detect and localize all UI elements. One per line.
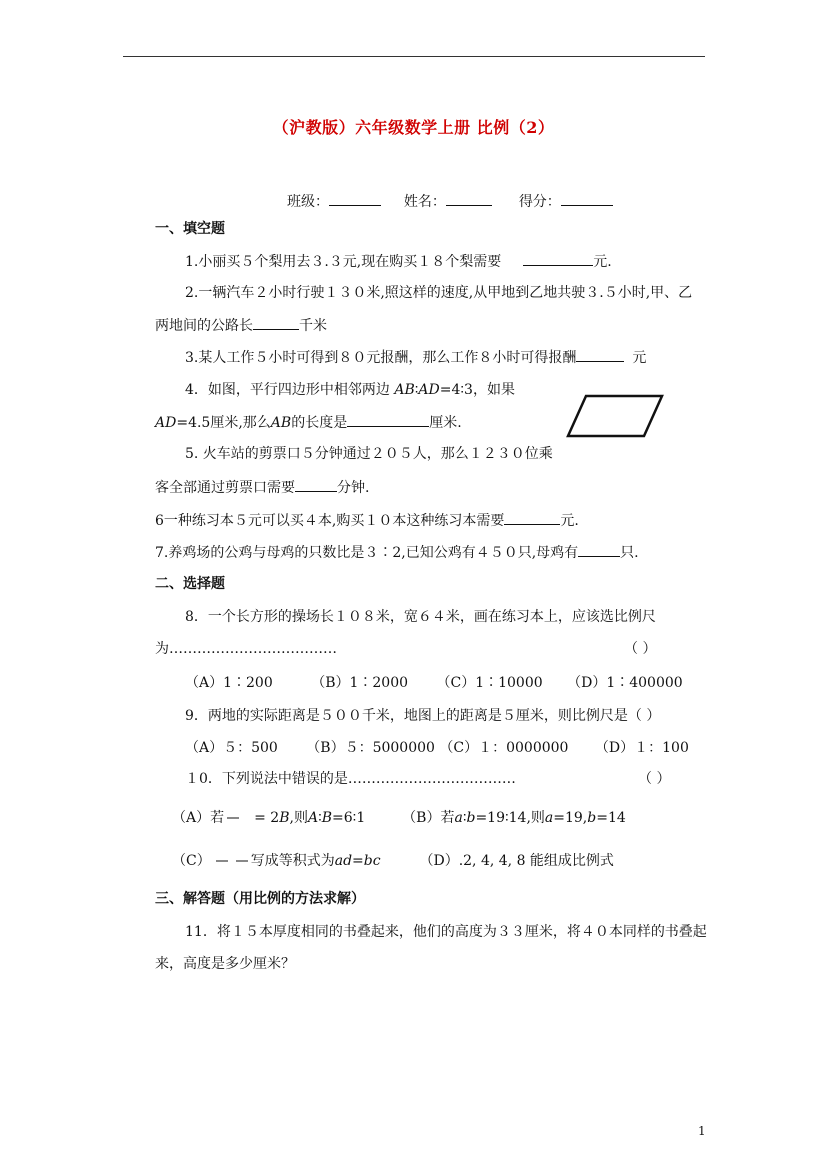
- q7-unit: 只.: [620, 545, 639, 561]
- q4-text-b: =4.5厘米,那么: [176, 415, 271, 431]
- q5-unit: 分钟.: [337, 480, 370, 496]
- q5-text: 客全部通过剪票口需要: [155, 480, 295, 496]
- question-10: １0．下列说法中错误的是………………………………: [185, 771, 516, 787]
- q1-unit: 元.: [593, 254, 612, 270]
- score-blank[interactable]: [561, 190, 613, 206]
- q6-text: 6一种练习本５元可以买４本,购买１０本这种练习本需要: [155, 513, 505, 529]
- q10-option-b[interactable]: （B）若a∶b=19∶14,则a=19,b=14: [402, 810, 626, 826]
- question-8-line2: 为………………………………: [155, 641, 337, 657]
- q4-unit: 厘米.: [429, 415, 462, 431]
- question-2-line1: 2.一辆汽车２小时行驶１３０米,照这样的速度,从甲地到乙地共驶３.５小时,甲、乙: [185, 285, 693, 301]
- fraction-bar-icon: [235, 856, 249, 866]
- fraction-bar-icon: [215, 856, 229, 866]
- question-1: [185, 250, 612, 271]
- q4-text-a: 4．如图，平行四边形中相邻两边: [185, 382, 395, 398]
- class-blank[interactable]: [329, 190, 381, 206]
- section-solve-heading: 三、解答题（用比例的方法求解）: [155, 891, 365, 907]
- student-info-line: [287, 190, 613, 211]
- q1-blank[interactable]: [523, 250, 593, 266]
- q6-unit: 元.: [560, 513, 579, 529]
- question-4-line1: [185, 379, 515, 399]
- question-9: 9．两地的实际距离是５００千米，地图上的距离是５厘米，则比例尺是（ ）: [185, 708, 661, 724]
- page-title: （沪教版）六年级数学上册 比例（2）: [272, 118, 555, 137]
- section-fill-heading: 一、填空题: [155, 221, 225, 237]
- q10-options-ab: [172, 807, 626, 827]
- q4-text-c: 的长度是: [291, 415, 348, 431]
- q9-options: [185, 737, 689, 757]
- q8-option-b[interactable]: （B）1∶2000: [311, 675, 409, 691]
- question-2-line2: [155, 314, 327, 335]
- question-8-line1: 8．一个长方形的操场长１０８米，宽６４米，画在练习本上，应该选比例尺: [185, 609, 656, 625]
- question-11-line2: 来，高度是多少厘米？: [155, 956, 295, 972]
- q5-blank[interactable]: [295, 476, 337, 492]
- q10-option-c[interactable]: （C） 写成等积式为ad=bc: [172, 853, 381, 869]
- q2-unit: 千米: [299, 318, 327, 334]
- q9-option-b[interactable]: （B）５：5000000: [306, 740, 435, 756]
- fraction-bar-icon: [226, 813, 240, 823]
- q7-text: 7.养鸡场的公鸡与母鸡的只数比是３∶2,已知公鸡有４５０只,母鸡有: [155, 545, 579, 561]
- q10-options-cd: [172, 850, 614, 870]
- q3-text: 3.某人工作５小时可得到８０元报酬，那么工作８小时可得报酬: [185, 350, 577, 366]
- q6-blank[interactable]: [504, 509, 560, 525]
- q8-options: [185, 672, 683, 692]
- q10-option-a[interactable]: （A）若 = 2B,则A∶B=6∶1: [172, 810, 366, 826]
- question-3: [185, 346, 646, 367]
- question-11-line1: 11．将１５本厚度相同的书叠起来，他们的高度为３３厘米，将４０本同样的书叠起: [185, 924, 707, 940]
- q7-blank[interactable]: [578, 541, 620, 557]
- q9-option-a[interactable]: （A）５：500: [185, 740, 278, 756]
- q8-answer-paren[interactable]: （ ）: [624, 641, 657, 657]
- q3-blank[interactable]: [576, 346, 624, 362]
- parallelogram-figure: [566, 394, 666, 438]
- q4-colon: ∶: [414, 382, 419, 398]
- question-4-line2: [155, 411, 462, 432]
- header-rule: [123, 56, 705, 57]
- question-6: [155, 509, 579, 530]
- q10-answer-paren[interactable]: （ ）: [638, 771, 671, 787]
- q9-option-c[interactable]: （C）１：0000000: [439, 740, 569, 756]
- q8-option-a[interactable]: （A）1∶200: [185, 675, 273, 691]
- q4-ad2: AD: [155, 415, 177, 431]
- q4-ratio: =4∶3，如果: [439, 382, 515, 398]
- section-choice-heading: 二、选择题: [155, 576, 225, 592]
- name-blank[interactable]: [446, 190, 492, 206]
- q8-option-d[interactable]: （D）1∶400000: [567, 675, 683, 691]
- q4-ab: AB: [394, 382, 415, 398]
- q9-option-d[interactable]: （D）１：100: [594, 740, 689, 756]
- page-number: 1: [698, 1124, 706, 1138]
- q3-unit: 元: [632, 350, 647, 366]
- question-5-line2: [155, 476, 369, 497]
- question-7: [155, 541, 639, 562]
- question-5-line1: 5. 火车站的剪票口５分钟通过２０５人，那么１２３０位乘: [185, 446, 553, 462]
- q4-ad: AD: [418, 382, 440, 398]
- class-label: 班级：: [287, 194, 329, 210]
- q10-option-d[interactable]: （D）.2, 4, 4, 8 能组成比例式: [419, 853, 614, 869]
- q8-option-c[interactable]: （C）1∶10000: [436, 675, 543, 691]
- q4-blank[interactable]: [347, 411, 429, 427]
- q2-text: 两地间的公路长: [155, 318, 253, 334]
- q2-blank[interactable]: [253, 314, 299, 330]
- q4-ab2: AB: [270, 415, 292, 431]
- name-label: 姓名：: [403, 194, 446, 210]
- score-label: 得分：: [518, 194, 561, 210]
- q1-text: 1.小丽买５个梨用去３.３元,现在购买１８个梨需要: [185, 254, 502, 270]
